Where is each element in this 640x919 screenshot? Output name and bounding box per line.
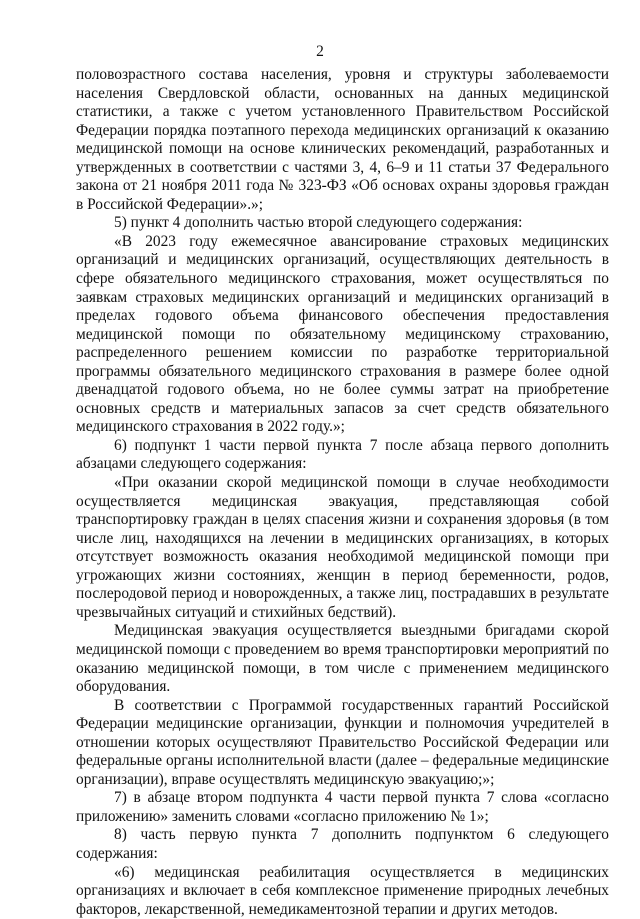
paragraph-item-5: 5) пункт 4 дополнить частью второй следующего содержания: <box>114 214 523 232</box>
page-number: 2 <box>316 43 324 60</box>
paragraph-item-6-quote: «При оказании скорой медицинской помощи в случае необходимости осуществляется медицинская эвакуация, представляющая собой транспортировку граждан в целях спасения жизни и сохранения здоровья (в том числе лиц, находящихся на лечении в медицинских организациях, в которых отсутствует возможность оказания необходимой медицинской помощи при угрожающих жизни состояниях, женщин в период беременности, родов, послеродовой период и новорожденных, а также лиц, пострадавших в результате чрезвычайных ситуаций и стихийных бедствий). <box>76 474 610 621</box>
document-body <box>76 66 609 919</box>
paragraph-item-5-quote: «В 2023 году ежемесячное авансирование страховых медицинских организаций и медицинских организаций, осуществляющих деятельность в сфере обязательного медицинского страхования, может осуществляться по заявкам страховых медицинских организаций и медицинских организаций в пределах годового объема финансового обеспечения предоставления медицинской помощи по обязательному медицинскому страхованию, распределенного решением комиссии по разработке территориальной программы обязательного медицинского страхования в размере более одной двенадцатой годового объема, но не более суммы затрат на приобретение основных средств и материальных запасов за счет средств обязательного медицинского страхования в 2022 году.»; <box>76 232 609 436</box>
paragraph-item-8: 8) часть первую пункта 7 дополнить подпунктом 6 следующего содержания: <box>76 826 609 862</box>
paragraph-federal-organizations: В соответствии с Программой государственных гарантий Российской Федерации медицинские организации, функции и полномочия учредителей в отношении которых осуществляют Правительство Российской Федерации или федеральные органы исполнительной власти (далее – федеральные медицинские организации), вправе осуществлять медицинскую эвакуацию;»; <box>76 696 609 788</box>
paragraph-item-6: 6) подпункт 1 части первой пункта 7 после абзаца первого дополнить абзацами следующего содержания: <box>76 436 609 473</box>
paragraph-continuation: половозрастного состава населения, уровня и структуры заболеваемости населения Свердловской области, основанных на данных медицинской статистики, а также с учетом установленного Правительством Российской Федерации порядка поэтапного перехода медицинских организаций к оказанию медицинской помощи на основе клинических рекомендаций, разработанных и утвержденных в соответствии с частями 3, 4, 6–9 и 11 статьи 37 Федерального закона от 21 ноября 2011 года № 323-ФЗ «Об основах охраны здоровья граждан в Российской Федерации».»; <box>76 66 609 213</box>
paragraph-evacuation: Медицинская эвакуация осуществляется выездными бригадами скорой медицинской помощи с проведением во время транспортировки мероприятий по оказанию медицинской помощи, в том числе с применением медицинского оборудования. <box>76 622 609 696</box>
paragraph-item-7: 7) в абзаце втором подпункта 4 части первой пункта 7 слова «согласно приложению» заменить словами «согласно приложению № 1»; <box>76 789 609 825</box>
paragraph-item-8-quote: «6) медицинская реабилитация осуществляется в медицинских организациях и включает в себя комплексное применение природных лечебных факторов, лекарственной, немедикаментозной терапии и других методов. <box>76 863 609 918</box>
